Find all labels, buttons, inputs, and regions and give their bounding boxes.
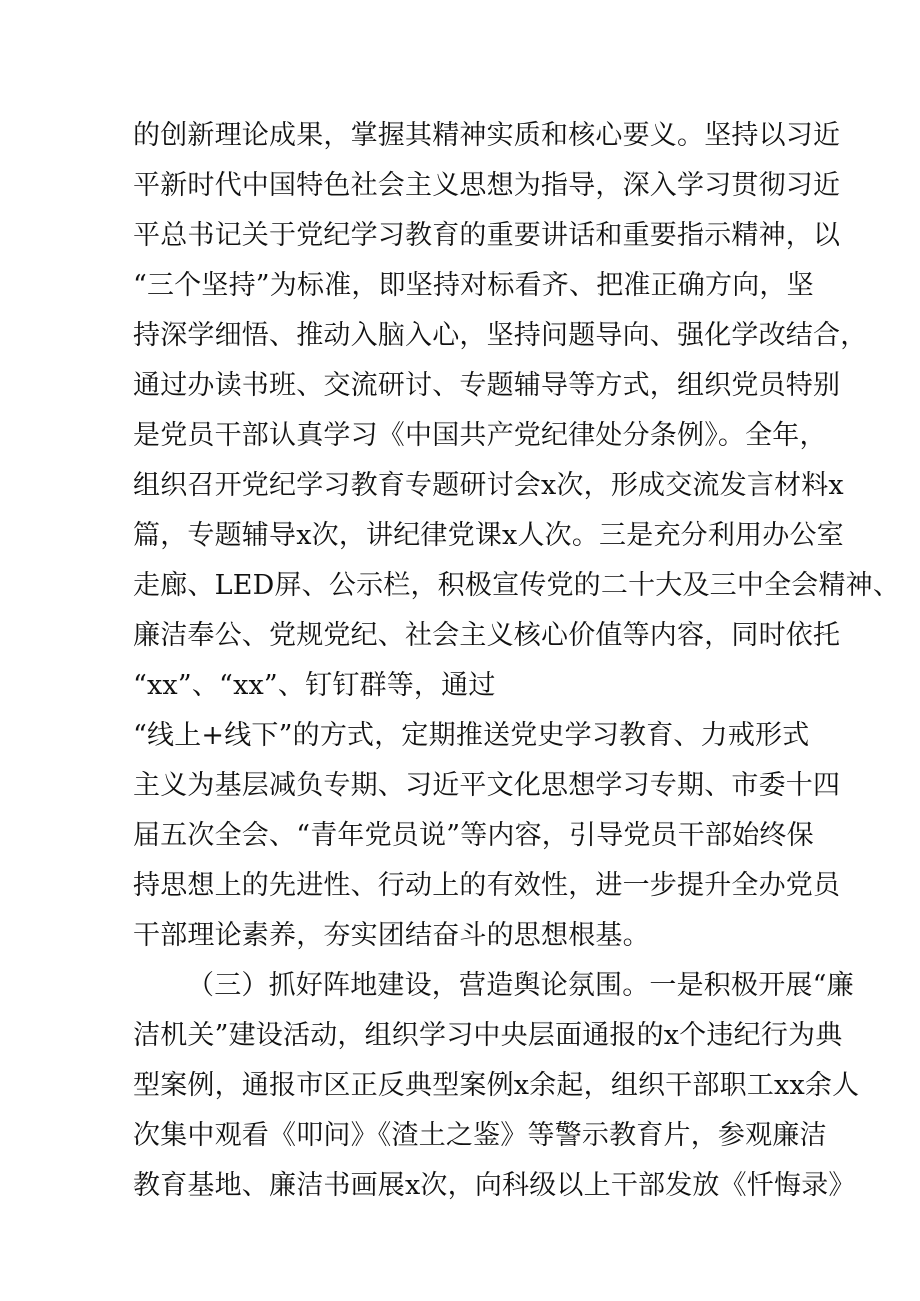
- paragraph-line: 走廊、LED屏、公示栏，积极宣传党的二十大及三中全会精神、: [133, 570, 901, 601]
- paragraph-line: 干部理论素养，夯实团结奋斗的思想根基。: [133, 920, 650, 951]
- paragraph-line: 廉洁奉公、党规党纪、社会主义核心价值等内容，同时依托: [133, 620, 841, 651]
- paragraph-line: 平新时代中国特色社会主义思想为指导，深入学习贯彻习近: [133, 170, 841, 201]
- paragraph-line: 次集中观看《叩问》《渣土之鉴》等警示教育片，参观廉洁: [133, 1120, 827, 1151]
- paragraph-line: 持思想上的先进性、行动上的有效性，进一步提升全办党员: [133, 870, 841, 901]
- paragraph-line: 洁机关”建设活动，组织学习中央层面通报的x个违纪行为典: [133, 1020, 843, 1051]
- paragraph-line: “线上+线下”的方式，定期推送党史学习教育、力戒形式: [133, 720, 810, 751]
- section-heading-line: （三）抓好阵地建设，营造舆论氛围。一是积极开展“廉: [187, 970, 854, 1001]
- paragraph-line: 篇，专题辅导x次，讲纪律党课x人次。三是充分利用办公室: [133, 520, 844, 551]
- paragraph-line: 通过办读书班、交流研讨、专题辅导等方式，组织党员特别: [133, 370, 841, 401]
- paragraph-line: 届五次全会、“青年党员说”等内容，引导党员干部始终保: [133, 820, 814, 851]
- paragraph-line: “xx”、“xx”、钉钉群等，通过: [133, 670, 496, 701]
- paragraph-line: “三个坚持”为标准，即坚持对标看齐、把准正确方向，坚: [133, 270, 814, 301]
- paragraph-line: 平总书记关于党纪学习教育的重要讲话和重要指示精神，以: [133, 220, 841, 251]
- paragraph-line: 主义为基层减负专期、习近平文化思想学习专期、市委十四: [133, 770, 841, 801]
- paragraph-line: 型案例，通报市区正反典型案例x余起，组织干部职工xx余人: [133, 1070, 860, 1101]
- paragraph-line: 持深学细悟、推动入脑入心，坚持问题导向、强化学改结合，: [133, 320, 868, 351]
- paragraph-line: 是党员干部认真学习《中国共产党纪律处分条例》。全年，: [133, 420, 827, 451]
- paragraph-line: 组织召开党纪学习教育专题研讨会x次，形成交流发言材料x: [133, 470, 844, 501]
- paragraph-line: 教育基地、廉洁书画展x次，向科级以上干部发放《忏悔录》: [133, 1170, 856, 1201]
- paragraph-line: 的创新理论成果，掌握其精神实质和核心要义。坚持以习近: [133, 120, 841, 151]
